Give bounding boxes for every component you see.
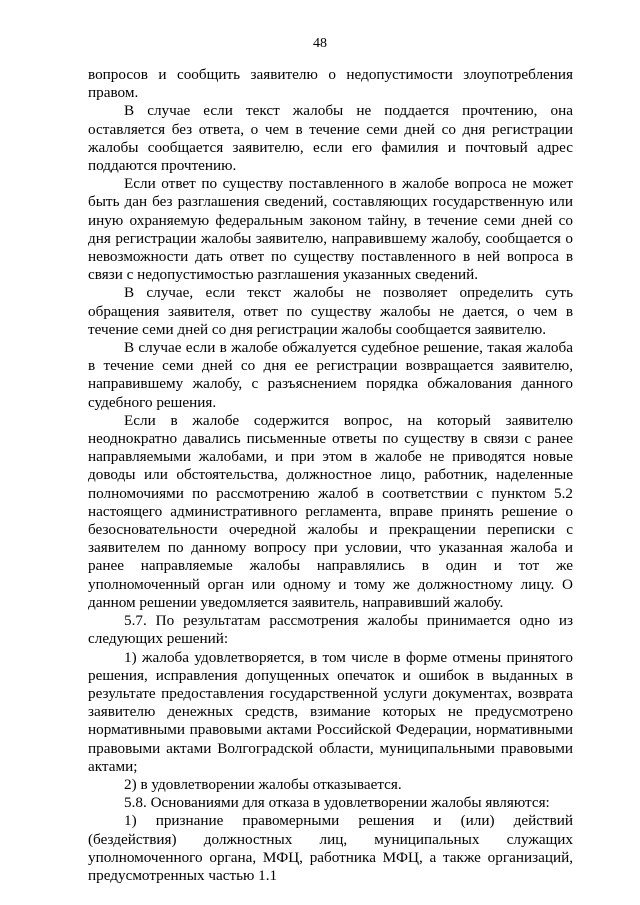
page-number: 48 bbox=[313, 36, 327, 51]
paragraph: вопросов и сообщить заявителю о недопустимости злоупотребления правом. bbox=[88, 66, 573, 102]
document-body bbox=[88, 66, 573, 885]
paragraph: 1) жалоба удовлетворяется, в том числе в форме отмены принятого решения, исправления допущенных опечаток и ошибок в выданных в результате предоставления государственной услуги документах, возврата заявителю денежных средств, взимание которых не предусмотрено нормативными правовыми актами Российской Федерации, нормативными правовыми актами Волгоградской области, муниципальными правовыми актами; bbox=[88, 648, 573, 775]
paragraph: Если ответ по существу поставленного в жалобе вопроса не может быть дан без разглашения сведений, составляющих государственную или иную охраняемую федеральным законом тайну, в течение семи дней со дня регистрации жалобы заявителю, направившему жалобу, сообщается о невозможности дать ответ по существу поставленного в ней вопроса в связи с недопустимостью разглашения указанных сведений. bbox=[88, 175, 573, 284]
paragraph: В случае, если текст жалобы не позволяет определить суть обращения заявителя, ответ по существу жалобы не дается, о чем в течение семи дней со дня регистрации жалобы сообщается заявителю. bbox=[88, 284, 573, 338]
paragraph: 5.7. По результатам рассмотрения жалобы принимается одно из следующих решений: bbox=[88, 612, 573, 648]
paragraph: В случае если текст жалобы не поддается прочтению, она оставляется без ответа, о чем в течение семи дней со дня регистрации жалобы сообщается заявителю, если его фамилия и почтовый адрес поддаются прочтению. bbox=[88, 102, 573, 175]
paragraph: 1) признание правомерными решения и (или) действий (бездействия) должностных лиц, муниципальных служащих уполномоченного органа, МФЦ, работника МФЦ, а также организаций, предусмотренных частью 1.1 bbox=[88, 812, 573, 884]
paragraph: 5.8. Основаниями для отказа в удовлетворении жалобы являются: bbox=[124, 794, 550, 812]
paragraph: В случае если в жалобе обжалуется судебное решение, такая жалоба в течение семи дней со дня ее регистрации возвращается заявителю, направившему жалобу, с разъяснением порядка обжалования данного судебного решения. bbox=[88, 339, 573, 411]
paragraph: 2) в удовлетворении жалобы отказывается. bbox=[124, 775, 402, 793]
paragraph: Если в жалобе содержится вопрос, на который заявителю неоднократно давались письменные ответы по существу в связи с ранее направляемыми жалобами, и при этом в жалобе не приводятся новые доводы или обстоятельства, должностное лицо, работник, наделенные полномочиями по рассмотрению жалоб в соответствии с пунктом 5.2 настоящего административного регламента, вправе принять решение о безосновательности очередной жалобы и прекращении переписки с заявителем по данному вопросу при условии, что указанная жалоба и ранее направляемые жалобы направлялись в один и тот же уполномоченный орган или одному и тому же должностному лицу. О данном решении уведомляется заявитель, направивший жалобу. bbox=[88, 411, 573, 611]
